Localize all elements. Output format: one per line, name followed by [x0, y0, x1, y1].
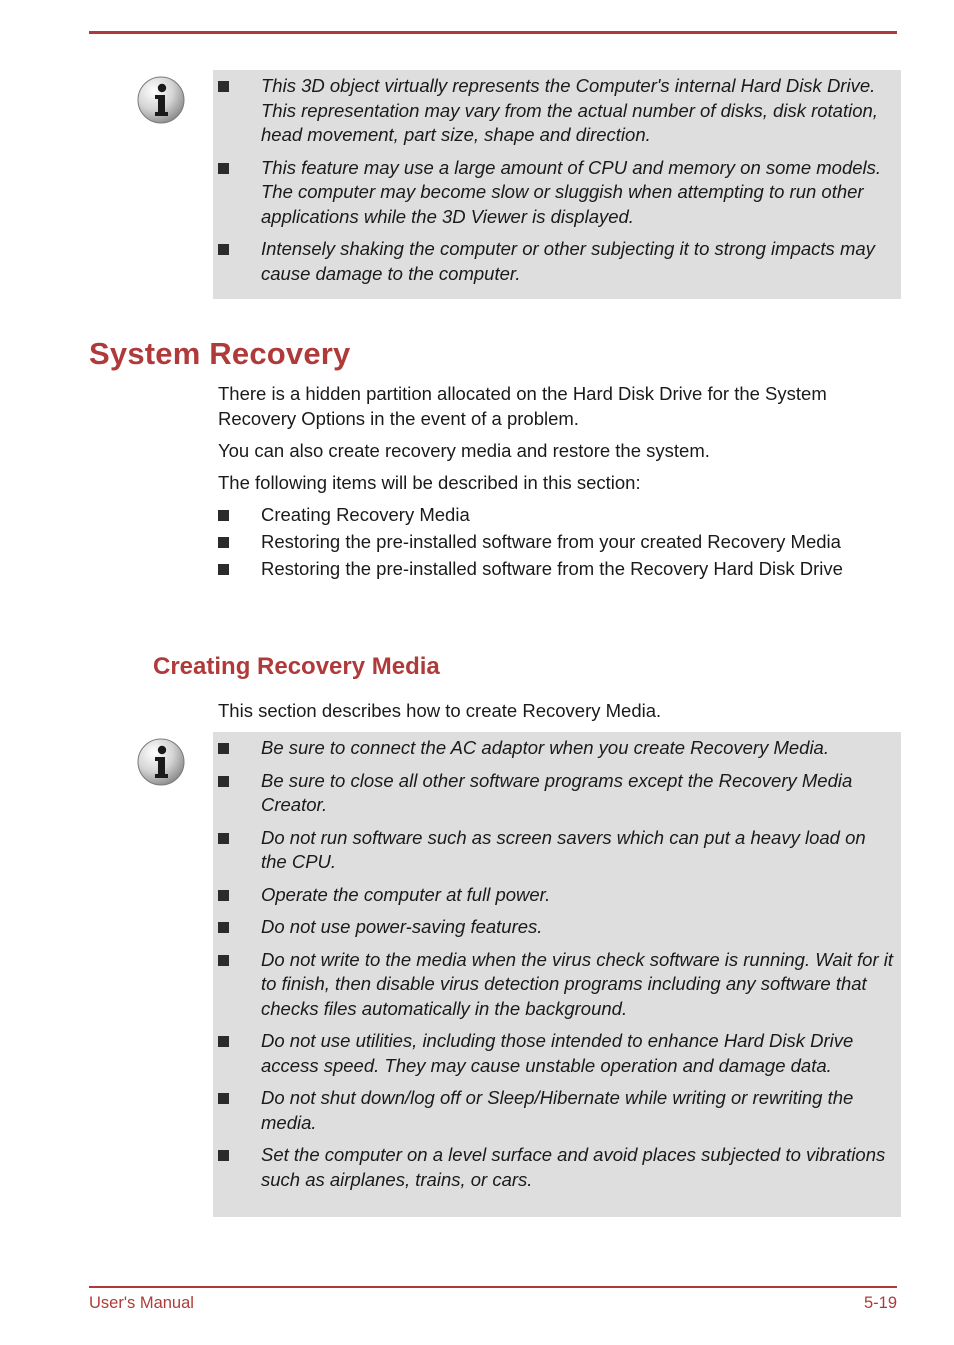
- square-bullet-icon: [218, 955, 229, 966]
- paragraph: This section describes how to create Recovery Media.: [218, 700, 662, 721]
- paragraph: You can also create recovery media and restore the system.: [218, 439, 710, 461]
- list-item-text: Restoring the pre-installed software from your created Recovery Media: [261, 530, 841, 552]
- subsection-title: Creating Recovery Media: [153, 653, 440, 680]
- page-number: 5-19: [863, 1294, 897, 1312]
- subsection-intro: [218, 699, 898, 731]
- note-item: [213, 948, 895, 1022]
- note-item: [213, 237, 895, 286]
- square-bullet-icon: [218, 244, 229, 255]
- note-item: [213, 1029, 895, 1078]
- square-bullet-icon: [218, 163, 229, 174]
- note-box: [213, 70, 901, 299]
- note-item-text: Do not use utilities, including those intended to enhance Hard Disk Drive access speed. They may cause unstable operation and damage data.: [261, 1030, 854, 1076]
- square-bullet-icon: [218, 743, 229, 754]
- note-item: [213, 736, 895, 761]
- paragraph: The following items will be described in this section:: [218, 471, 641, 493]
- list-item-text: Creating Recovery Media: [261, 503, 470, 525]
- note-item: [213, 826, 895, 875]
- list-item: [218, 503, 898, 528]
- note-item-text: This 3D object virtually represents the Computer's internal Hard Disk Drive. This representation may vary from the actual number of disks, disk rotation, head movement, part size, shape and direction.: [261, 75, 878, 145]
- section-title: System Recovery: [89, 336, 351, 371]
- note-item: [213, 1086, 895, 1135]
- note-item: [213, 74, 895, 148]
- list-item-text: Restoring the pre-installed software from the Recovery Hard Disk Drive: [261, 557, 843, 579]
- note-item-text: Do not shut down/log off or Sleep/Hibernate while writing or rewriting the media.: [261, 1087, 854, 1133]
- square-bullet-icon: [218, 1150, 229, 1161]
- list-item: [218, 557, 898, 582]
- square-bullet-icon: [218, 1093, 229, 1104]
- square-bullet-icon: [218, 510, 229, 521]
- note-item: [213, 883, 895, 908]
- section-body: [218, 382, 898, 584]
- footer-rule: [89, 1286, 897, 1288]
- square-bullet-icon: [218, 833, 229, 844]
- note-item-text: Intensely shaking the computer or other subjecting it to strong impacts may cause damage to the computer.: [261, 238, 875, 284]
- note-item-text: This feature may use a large amount of CPU and memory on some models. The computer may become slow or sluggish when attempting to run other applications while the 3D Viewer is displayed.: [261, 156, 882, 227]
- footer-title: User's Manual: [89, 1294, 194, 1312]
- note-item: [213, 156, 895, 230]
- square-bullet-icon: [218, 1036, 229, 1047]
- info-icon: [136, 737, 186, 787]
- note-item-text: Do not run software such as screen savers which can put a heavy load on the CPU.: [261, 826, 866, 872]
- square-bullet-icon: [218, 564, 229, 575]
- square-bullet-icon: [218, 890, 229, 901]
- note-item-text: Do not write to the media when the virus check software is running. Wait for it to finish, then disable virus detection programs including any software that checks files automatically in the background.: [261, 948, 894, 1019]
- square-bullet-icon: [218, 81, 229, 92]
- paragraph: There is a hidden partition allocated on the Hard Disk Drive for the System Recovery Options in the event of a problem.: [218, 383, 827, 429]
- note-item: [213, 915, 895, 940]
- note-item: [213, 1143, 895, 1192]
- note-box: [213, 732, 901, 1217]
- info-icon: [136, 75, 186, 125]
- square-bullet-icon: [218, 537, 229, 548]
- square-bullet-icon: [218, 922, 229, 933]
- note-item: [213, 769, 895, 818]
- note-item-text: Operate the computer at full power.: [261, 883, 551, 905]
- list-item: [218, 530, 898, 555]
- note-item-text: Be sure to connect the AC adaptor when you create Recovery Media.: [261, 737, 829, 758]
- note-item-text: Set the computer on a level surface and avoid places subjected to vibrations such as airplanes, trains, or cars.: [261, 1144, 886, 1190]
- note-item-text: Be sure to close all other software programs except the Recovery Media Creator.: [261, 769, 853, 815]
- square-bullet-icon: [218, 776, 229, 787]
- bullet-list: [218, 503, 898, 582]
- note-item-text: Do not use power-saving features.: [261, 916, 543, 937]
- header-rule: [89, 31, 897, 34]
